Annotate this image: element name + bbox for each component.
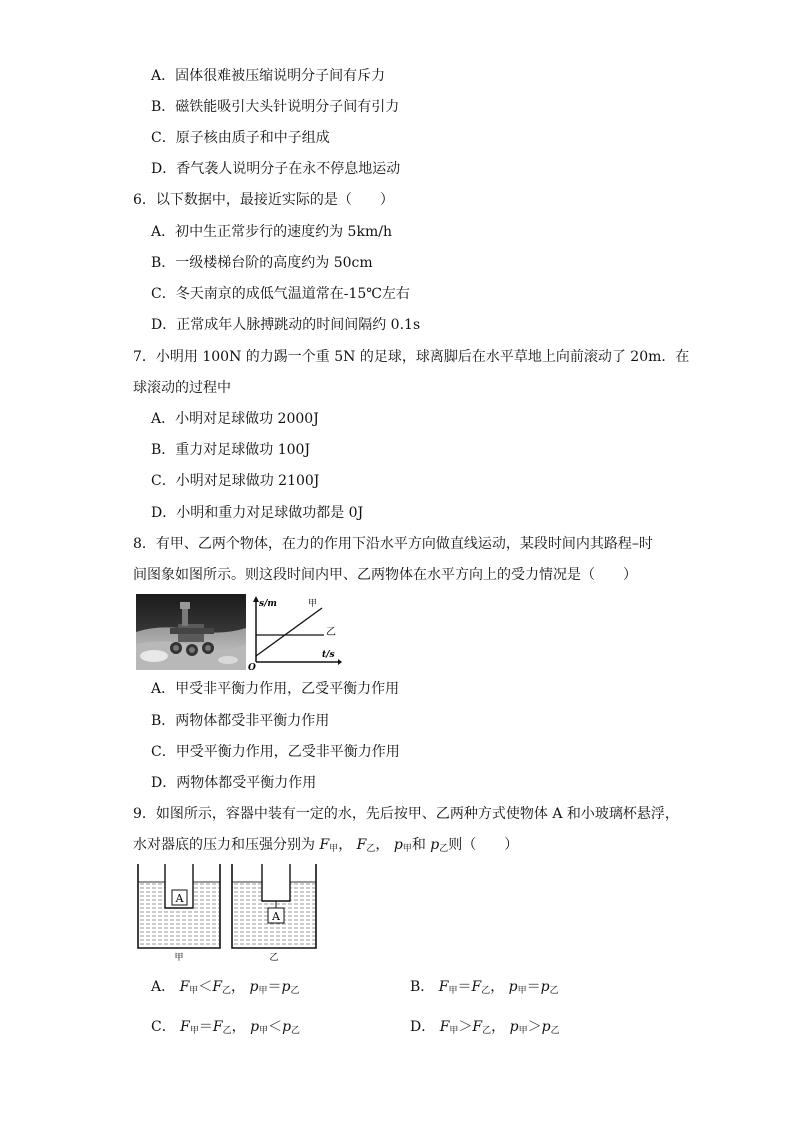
x-axis-label: t/s <box>322 650 335 660</box>
q5-option-b: B．磁铁能吸引大头针说明分子间有引力 <box>151 99 400 115</box>
sub-yi: 乙 <box>549 986 559 996</box>
sub-yi: 乙 <box>550 1026 560 1036</box>
q7-option-b: B．重力对足球做功 100J <box>151 442 311 458</box>
symbol-f: F <box>471 979 482 995</box>
relation: ＝ <box>267 979 282 995</box>
line-jia-label: 甲 <box>308 599 318 609</box>
symbol-f: F <box>180 1019 190 1035</box>
option-label: A． <box>151 979 176 995</box>
symbol-f: F <box>472 1019 483 1035</box>
relation: ＜ <box>268 1019 283 1035</box>
q6-option-a: A．初中生正常步行的速度约为 5km/h <box>151 224 392 240</box>
q9-figure-yi <box>228 862 320 962</box>
line-jia <box>256 608 322 656</box>
separator: ， <box>491 1019 506 1035</box>
origin-label: O <box>248 663 256 670</box>
q8-option-a: A．甲受非平衡力作用，乙受平衡力作用 <box>151 681 400 697</box>
q6-option-b: B．一级楼梯台阶的高度约为 50cm <box>151 255 373 271</box>
symbol-f: F <box>439 1019 450 1035</box>
separator: ， <box>490 979 505 995</box>
symbol-f: F <box>356 837 367 853</box>
q8-option-b: B．两物体都受非平衡力作用 <box>151 713 330 729</box>
caption-jia: 甲 <box>174 953 184 962</box>
symbol-f: F <box>438 979 449 995</box>
q5-option-c: C．原子核由质子和中子组成 <box>151 130 330 146</box>
symbol-p: p <box>541 1019 551 1035</box>
lunar-rover-photo <box>136 594 246 670</box>
q7-option-d: D．小明和重力对足球做功都是 0J <box>151 505 364 521</box>
q6-option-d: D．正常成年人脉搏跳动的时间间隔约 0.1s <box>151 317 421 333</box>
q9-stem-text: 水对器底的压力和压强分别为 <box>133 837 315 853</box>
sub-jia: 甲 <box>518 1026 528 1036</box>
sub-jia: 甲 <box>259 1026 269 1036</box>
y-axis-label: s/m <box>259 599 277 609</box>
symbol-p: p <box>509 1019 519 1035</box>
q8-stem-line2: 间图象如图所示。则这段时间内甲、乙两物体在水平方向上的受力情况是（ ） <box>133 567 637 583</box>
sub-jia: 甲 <box>189 986 199 996</box>
symbol-f: F <box>179 979 190 995</box>
sub-yi: 乙 <box>366 844 376 854</box>
symbol-p: p <box>393 837 403 853</box>
q7-stem-line1: 7．小明用 100N 的力踢一个重 5N 的足球，球离脚后在水平草地上向前滚动了 20m．在 <box>133 349 690 365</box>
sub-yi: 乙 <box>290 986 300 996</box>
sub-yi: 乙 <box>481 986 491 996</box>
q8-stem-line1: 8．有甲、乙两个物体，在力的作用下沿水平方向做直线运动，某段时间内其路程–时 <box>133 536 653 552</box>
x-axis-arrow <box>338 659 342 665</box>
q9-stem-end: 则（ ） <box>448 837 519 853</box>
comma: ， <box>338 837 353 853</box>
symbol-p: p <box>249 979 259 995</box>
q9-option-a <box>151 977 299 1001</box>
symbol-f: F <box>212 1019 223 1035</box>
relation: ＝ <box>526 979 541 995</box>
symbol-p: p <box>250 1019 260 1035</box>
sub-jia: 甲 <box>448 986 458 996</box>
relation: ＜ <box>198 979 213 995</box>
q9-stem-line2 <box>133 835 518 859</box>
separator: ， <box>231 1019 246 1035</box>
relation: ＝ <box>198 1019 213 1035</box>
q9-option-b <box>410 977 559 1001</box>
relation: ＞ <box>458 1019 473 1035</box>
sub-yi: 乙 <box>222 1026 232 1036</box>
sub-yi: 乙 <box>291 1026 301 1036</box>
symbol-p: p <box>430 837 440 853</box>
q6-option-c: C．冬天南京的成低气温道常在-15℃左右 <box>151 286 410 302</box>
q9-option-d <box>410 1017 560 1041</box>
sub-yi: 乙 <box>222 986 232 996</box>
symbol-p: p <box>282 1019 292 1035</box>
q7-option-c: C．小明对足球做功 2100J <box>151 473 320 489</box>
sub-yi: 乙 <box>482 1026 492 1036</box>
separator: ， <box>231 979 246 995</box>
option-label: B． <box>410 979 435 995</box>
symbol-f: F <box>212 979 223 995</box>
q6-stem: 6．以下数据中，最接近实际的是（ ） <box>133 192 394 208</box>
block-a-label: A <box>175 892 184 905</box>
q9-stem-line1: 9．如图所示，容器中装有一定的水，先后按甲、乙两种方式使物体 A 和小玻璃杯悬浮， <box>133 806 679 822</box>
he-text: 和 <box>411 837 426 853</box>
comma: ， <box>375 837 390 853</box>
caption-yi: 乙 <box>269 953 279 962</box>
symbol-f: F <box>319 837 330 853</box>
sub-jia: 甲 <box>258 986 268 996</box>
symbol-p: p <box>540 979 550 995</box>
symbol-p: p <box>508 979 518 995</box>
symbol-p: p <box>281 979 291 995</box>
q8-option-d: D．两物体都受平衡力作用 <box>151 775 317 791</box>
line-yi-label: 乙 <box>326 627 336 638</box>
sub-jia: 甲 <box>402 844 412 854</box>
sub-jia: 甲 <box>517 986 527 996</box>
q7-stem-line2: 球滚动的过程中 <box>133 380 231 396</box>
q9-figure-jia <box>134 862 224 962</box>
sub-jia: 甲 <box>449 1026 459 1036</box>
option-label: D． <box>410 1019 436 1035</box>
option-label: C． <box>151 1019 176 1035</box>
q9-option-c <box>151 1017 300 1041</box>
relation: ＝ <box>457 979 472 995</box>
sub-jia: 甲 <box>329 844 339 854</box>
q7-option-a: A．小明对足球做功 2000J <box>151 411 319 427</box>
q5-option-a: A．固体很难被压缩说明分子间有斥力 <box>151 68 386 84</box>
sub-jia: 甲 <box>189 1026 199 1036</box>
relation: ＞ <box>527 1019 542 1035</box>
q8-st-graph <box>246 594 342 670</box>
sub-yi: 乙 <box>439 844 449 854</box>
q5-option-d: D．香气袭人说明分子在永不停息地运动 <box>151 161 401 177</box>
block-a-label: A <box>272 910 280 923</box>
q8-option-c: C．甲受平衡力作用，乙受非平衡力作用 <box>151 744 400 760</box>
